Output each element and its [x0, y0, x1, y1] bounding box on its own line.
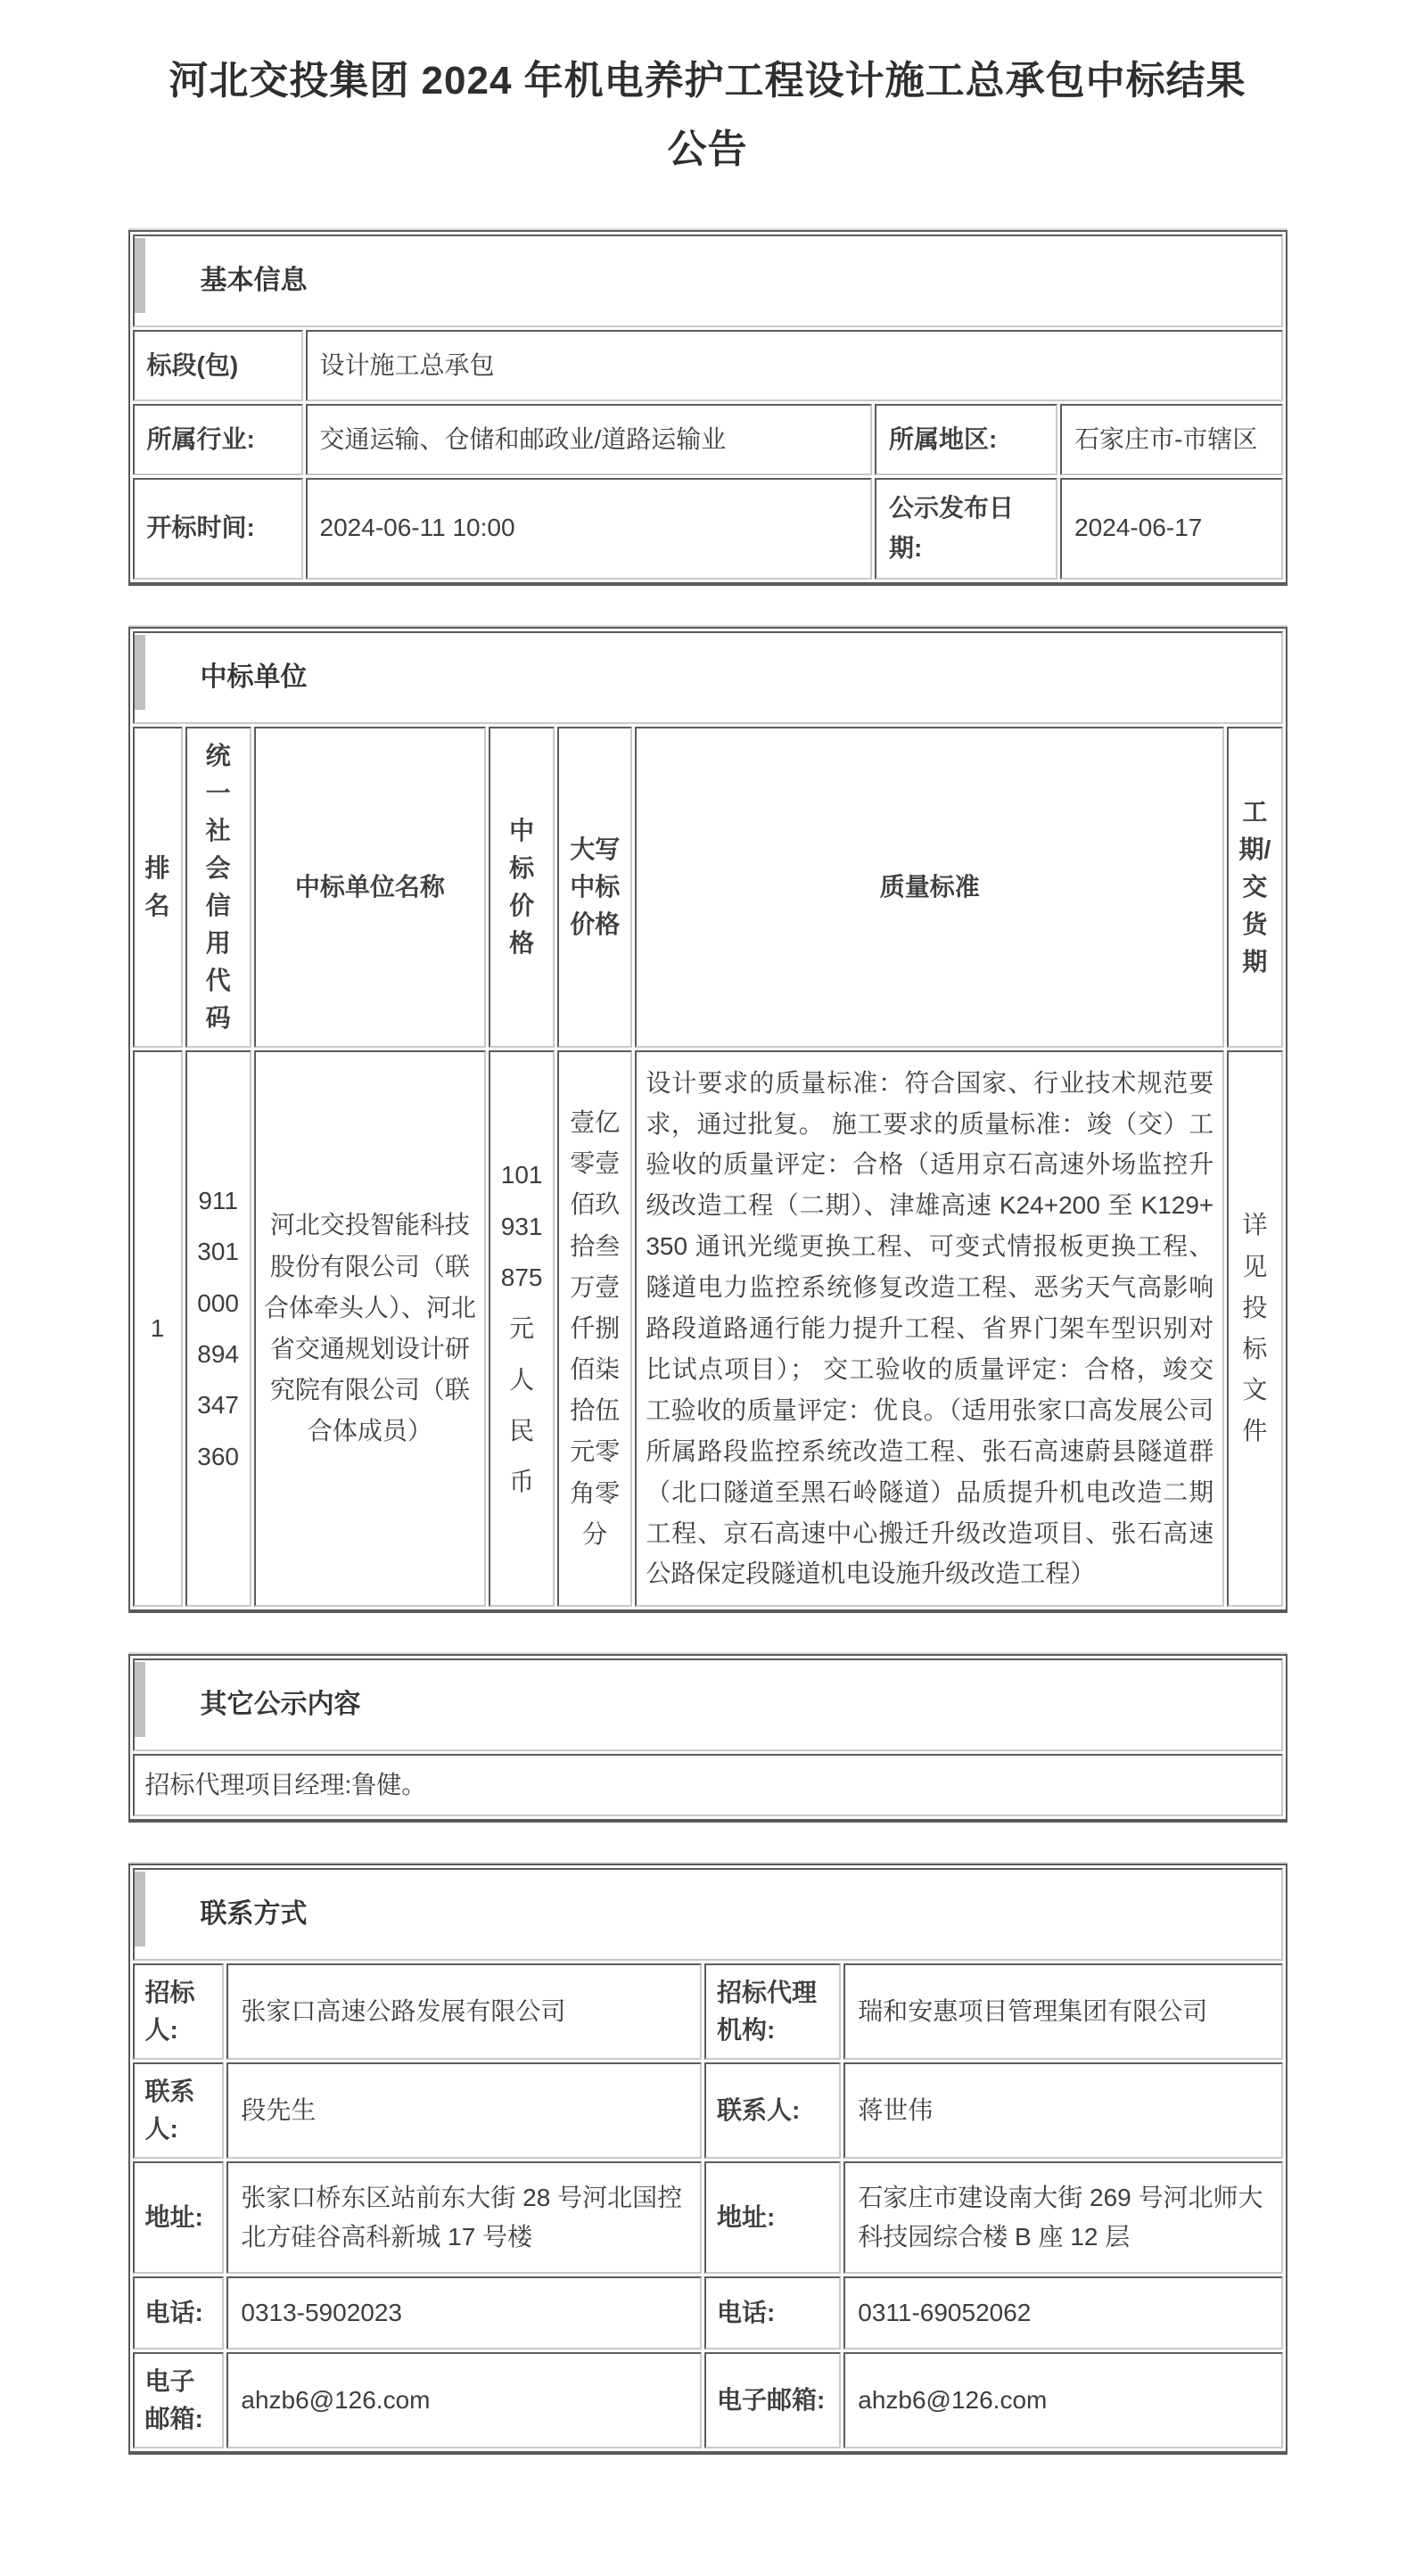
email-label-right: 电子邮箱: [704, 2352, 841, 2448]
section-title-other: 其它公示内容 [200, 1690, 361, 1720]
other-content-table [128, 1654, 1287, 1823]
col-header-quality: 质量标准 [635, 727, 1224, 1048]
publish-date-label: 公示发布日期: [875, 478, 1057, 580]
contacts-table [128, 1864, 1287, 2455]
open-time-value: 2024-06-11 10:00 [306, 478, 872, 580]
basic-info-section-row [133, 235, 1283, 327]
section-bar [135, 1662, 145, 1737]
table-row [133, 2276, 1283, 2350]
winner-period: 详见投标文件 [1227, 1050, 1282, 1608]
winner-credit-code: 911301000894347360 [185, 1050, 251, 1608]
basic-info-table [128, 230, 1287, 586]
winner-price: 101931875元人民币 [489, 1050, 555, 1608]
col-header-rank: 排名 [133, 727, 183, 1048]
table-row [133, 330, 1283, 401]
section-title-winners: 中标单位 [200, 662, 308, 692]
winners-section-row [133, 631, 1283, 724]
col-header-price: 中标价格 [489, 727, 555, 1048]
phone-value-left: 0313-5902023 [226, 2276, 702, 2350]
phone-value-right: 0311-69052062 [843, 2276, 1282, 2350]
table-row [133, 404, 1283, 475]
agency-value: 瑞和安惠项目管理集团有限公司 [843, 1963, 1282, 2060]
bid-section-label: 标段(包) [133, 330, 303, 401]
bid-section-value: 设计施工总承包 [306, 330, 1283, 401]
industry-label: 所属行业: [133, 404, 303, 475]
table-row [133, 2352, 1283, 2448]
contacts-section-row [133, 1868, 1283, 1961]
section-header-other [135, 1660, 1281, 1749]
email-label-left: 电子邮箱: [133, 2352, 225, 2448]
contact-person-value-right: 蒋世伟 [843, 2062, 1282, 2159]
contact-person-label-right: 联系人: [704, 2062, 841, 2159]
section-bar [135, 635, 145, 710]
contact-person-label-left: 联系人: [133, 2062, 225, 2159]
table-row [133, 478, 1283, 580]
table-row [133, 1754, 1283, 1816]
contact-person-value-left: 段先生 [226, 2062, 702, 2159]
region-label: 所属地区: [875, 404, 1057, 475]
section-bar [135, 1872, 145, 1946]
address-value-right: 石家庄市建设南大街 269 号河北师大科技园综合楼 B 座 12 层 [843, 2161, 1282, 2274]
region-value: 石家庄市-市辖区 [1060, 404, 1282, 475]
winner-row [133, 1050, 1283, 1608]
section-bar [135, 238, 145, 313]
winner-price-caps: 壹亿零壹佰玖拾叁万壹仟捌佰柒拾伍元零角零分 [557, 1050, 632, 1608]
table-row [133, 2062, 1283, 2159]
page-title: 河北交投集团 2024 年机电养护工程设计施工总承包中标结果公告 [169, 59, 1246, 171]
section-title-contacts: 联系方式 [200, 1899, 308, 1930]
section-header-basic-info [135, 236, 1281, 325]
address-label-right: 地址: [704, 2161, 841, 2274]
phone-label-left: 电话: [133, 2276, 225, 2350]
table-row [133, 2161, 1283, 2274]
agency-label: 招标代理机构: [704, 1963, 841, 2060]
address-label-left: 地址: [133, 2161, 225, 2274]
tenderer-label: 招标人: [133, 1963, 225, 2060]
col-header-period: 工期/交货期 [1227, 727, 1282, 1048]
publish-date-value: 2024-06-17 [1060, 478, 1282, 580]
winner-quality-standard: 设计要求的质量标准：符合国家、行业技术规范要求，通过批复。 施工要求的质量标准：竣（交）工验收的质量评定：合格（适用京石高速外场监控升级改造工程（二期）、津雄高速 K24+200 至 K129+350 通讯光缆更换工程、可变式情报板更换工程、隧道电力监控系统修复改造工程、恶劣天气高影响路段道路通行能力提升工程、省界门架车型识别对比试点项目）； 交工验收的质量评定：合格，竣交工验收的质量评定：优良。（适用张家口高发展公司所属路段监控系统改造工程、张石高速蔚县隧道群（北口隧道至黑石岭隧道）品质提升机电改造二期工程、京石高速中心搬迁升级改造项目、张石高速公路保定段隧道机电设施升级改造工程） [635, 1050, 1224, 1608]
section-header-contacts [135, 1870, 1281, 1959]
winner-name: 河北交投智能科技股份有限公司（联合体牵头人）、河北省交通规划设计研究院有限公司（联合体成员） [254, 1050, 486, 1608]
tenderer-value: 张家口高速公路发展有限公司 [226, 1963, 702, 2060]
phone-label-right: 电话: [704, 2276, 841, 2350]
industry-value: 交通运输、仓储和邮政业/道路运输业 [306, 404, 872, 475]
section-header-winners [135, 633, 1281, 722]
address-value-left: 张家口桥东区站前东大街 28 号河北国控北方硅谷高科新城 17 号楼 [226, 2161, 702, 2274]
announcement-page [128, 0, 1287, 2576]
winners-header-row [133, 727, 1283, 1048]
other-content-text: 招标代理项目经理:鲁健。 [133, 1754, 1283, 1816]
col-header-credit-code: 统一社会信用代码 [185, 727, 251, 1048]
open-time-label: 开标时间: [133, 478, 303, 580]
table-row [133, 1963, 1283, 2060]
winners-table [128, 627, 1287, 1614]
col-header-name: 中标单位名称 [254, 727, 486, 1048]
section-title-basic-info: 基本信息 [200, 266, 308, 295]
email-value-right: ahzb6@126.com [843, 2352, 1282, 2448]
col-header-price-caps: 大写中标价格 [557, 727, 632, 1048]
email-value-left: ahzb6@126.com [226, 2352, 702, 2448]
other-section-row [133, 1658, 1283, 1751]
winner-rank: 1 [133, 1050, 183, 1608]
